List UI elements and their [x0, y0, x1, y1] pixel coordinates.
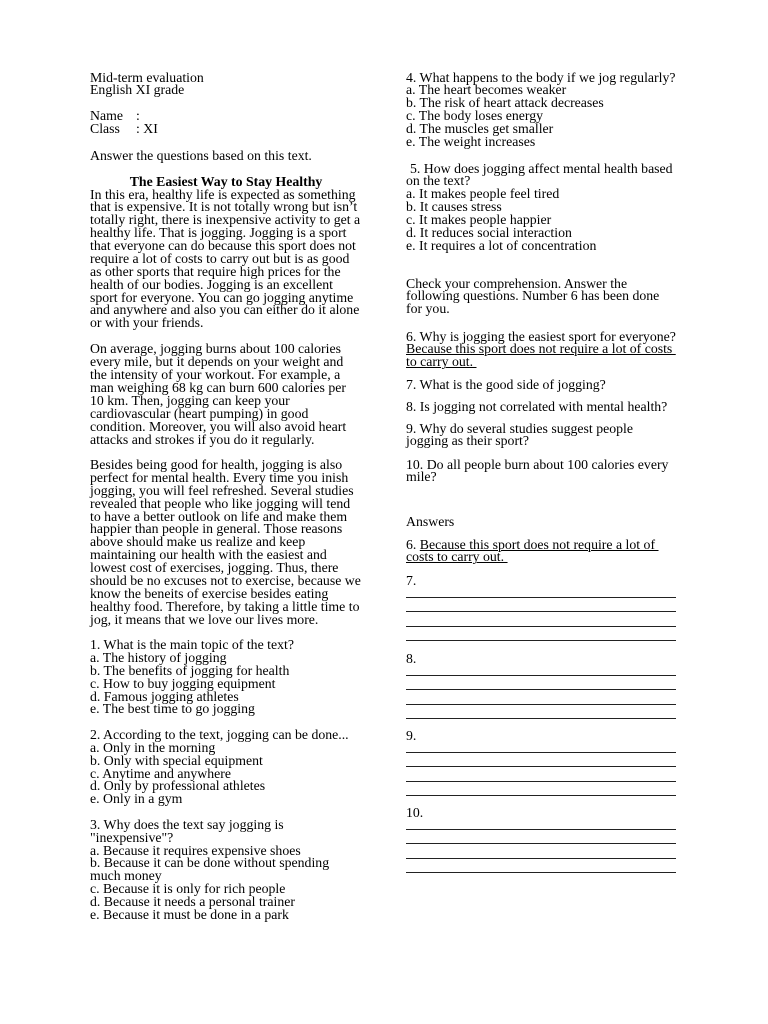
reading-line: every mile, but it depends on your weight and	[90, 354, 344, 370]
reading-line: In this era, healthy life is expected as something	[90, 186, 356, 202]
question-4-option-c: c. The body loses energy	[406, 108, 544, 124]
question-4-option-e: e. The weight increases	[406, 133, 536, 149]
class-row	[90, 123, 366, 136]
reading-line: the intensity of your workout. For example, a	[90, 367, 341, 383]
question-4-option-d: d. The muscles get smaller	[406, 121, 554, 137]
question-3-option-c: c. Because it is only for rich people	[90, 881, 286, 897]
reading-line: and anywhere and also you can either do it alone	[90, 302, 360, 318]
name-colon: :	[136, 108, 140, 124]
question-6-example-answer-line: to carry out.	[406, 354, 477, 370]
question-3-option-d: d. Because it needs a personal trainer	[90, 894, 295, 910]
answer-8-blank-line	[406, 689, 676, 690]
question-1-option-b: b. The benefits of jogging for health	[90, 662, 290, 678]
reading-line: attacks and strokes if you do it regularly.	[90, 431, 315, 447]
question-3-option-e: e. Because it must be done in a park	[90, 906, 289, 922]
answer-10-number: 10.	[406, 804, 424, 820]
question-1-option-e: e. The best time to go jogging	[90, 701, 255, 717]
question-1-option-c: c. How to buy jogging equipment	[90, 675, 276, 691]
reading-line: or with your friends.	[90, 315, 204, 331]
exam-header	[90, 69, 366, 98]
answer-9-blank-line	[406, 766, 676, 767]
question-2-option-d: d. Only by professional athletes	[90, 778, 266, 794]
reading-line: to have a better outlook on life and make them	[90, 508, 348, 524]
name-row	[90, 110, 366, 123]
question-2-option-e: e. Only in a gym	[90, 791, 183, 807]
answer-10-blank-line	[406, 872, 676, 873]
question-1-option-a: a. The history of jogging	[90, 649, 227, 665]
answer-7-blank-line	[406, 611, 676, 612]
reading-line: health of our bodies. Jogging is an excellent	[90, 276, 333, 292]
answer-10-blank-line	[406, 858, 676, 859]
reading-line: maintaining our health with the easiest and	[90, 547, 327, 563]
answer-9-blank-line	[406, 795, 676, 796]
answer-8-blank-line	[406, 718, 676, 719]
question-2	[90, 726, 366, 807]
answer-9-number: 9.	[406, 727, 417, 743]
question-9-text: 9. Why do several studies suggest people jogging as their sport?	[406, 420, 633, 449]
question-5-option-d: d. It reduces social interaction	[406, 224, 572, 240]
question-2-option-b: b. Only with special equipment	[90, 752, 263, 768]
reading-line: lowest cost of exercises, jogging. Thus, there	[90, 560, 339, 575]
reading-line: require a lot of costs to carry out but is as good	[90, 250, 350, 266]
class-colon: :	[136, 121, 140, 137]
comprehension-instruction: Check your comprehension. Answer the following questions. Number 6 has been done for you.	[406, 275, 660, 317]
answer-8-blank-line	[406, 675, 676, 676]
answer-7-blank-line	[406, 597, 676, 598]
class-label: Class	[90, 121, 120, 137]
reading-line: 10 km. Then, jogging can keep your	[90, 392, 290, 408]
question-5-option-c: c. It makes people happier	[406, 212, 552, 228]
answer-7-blank-line	[406, 626, 676, 627]
reading-line: On average, jogging burns about 100 calories	[90, 341, 341, 357]
answer-7-blank-line	[406, 640, 676, 641]
reading-paragraph-3	[90, 459, 366, 626]
reading-line: revealed that people who like jogging will tend	[90, 495, 351, 511]
question-2-option-c: c. Anytime and anywhere	[90, 765, 231, 781]
reading-line: sport for everyone. You can go jogging anytime	[90, 289, 354, 305]
question-10-text: 10. Do all people burn about 100 calories every mile?	[406, 456, 669, 485]
reading-line: condition. Moreover, you will also avoid heart	[90, 418, 347, 434]
question-5-option-e: e. It requires a lot of concentration	[406, 237, 597, 253]
reading-line: that everyone can do because this sport does not	[90, 238, 356, 254]
answer-6-number: 6.	[406, 536, 417, 552]
reading-line: jogging, you will feel refreshed. Several studies	[90, 482, 354, 498]
answer-6-line: costs to carry out.	[406, 549, 508, 565]
question-4-text: 4. What happens to the body if we jog regularly?	[406, 69, 676, 85]
question-4-option-b: b. The risk of heart attack decreases	[406, 95, 604, 111]
answers-heading: Answers	[406, 513, 455, 529]
reading-paragraph-1	[90, 186, 366, 331]
question-5-option-b: b. It causes stress	[406, 199, 502, 215]
answer-7-number: 7.	[406, 572, 417, 588]
question-3-text: 3. Why does the text say jogging is "inexpensive"?	[90, 816, 284, 845]
question-5-option-a: a. It makes people feel tired	[406, 186, 560, 202]
reading-line: jog, it means that we love our lives more.	[90, 611, 319, 627]
answer-8-blank-line	[406, 704, 676, 705]
student-info	[90, 110, 366, 136]
reading-line: know the beneits of exercise besides eating	[90, 585, 329, 601]
reading-line: as other sports that require high prices for the	[90, 263, 341, 279]
answer-10-blank-line	[406, 843, 676, 844]
question-6-text: 6. Why is jogging the easiest sport for everyone?	[406, 328, 676, 344]
comprehension-question-6	[406, 328, 680, 370]
reading-line: perfect for mental health. Every time you inish	[90, 469, 349, 485]
question-5-text: 5. How does jogging affect mental health based on the text?	[406, 160, 673, 189]
answer-10-blank-line	[406, 829, 676, 830]
question-1	[90, 639, 366, 716]
question-3-option-b: b. Because it can be done without spending much money	[90, 855, 330, 884]
question-2-text: 2. According to the text, jogging can be done...	[90, 726, 349, 742]
subject-grade: English XI grade	[90, 82, 185, 98]
question-4-option-a: a. The heart becomes weaker	[406, 82, 567, 98]
question-1-text: 1. What is the main topic of the text?	[90, 637, 294, 652]
reading-line: happier than people in general. Those reasons	[90, 521, 343, 537]
answer-9-blank-line	[406, 752, 676, 753]
class-value: XI	[143, 121, 158, 137]
question-2-option-a: a. Only in the morning	[90, 739, 216, 755]
question-3	[90, 816, 366, 922]
name-label: Name	[90, 108, 123, 124]
question-6-example-answer-line: Because this sport does not require a lot of costs	[406, 341, 676, 357]
reading-instruction: Answer the questions based on this text.	[90, 148, 312, 163]
question-3-option-a: a. Because it requires expensive shoes	[90, 842, 301, 858]
reading-line: that is expensive. It is not totally wrong but isn’t	[90, 199, 358, 215]
question-8-text: 8. Is jogging not correlated with mental health?	[406, 398, 668, 414]
reading-line: man weighing 68 kg can burn 600 calories per	[90, 380, 346, 396]
reading-line: should be no excuses not to exercise, because we	[90, 572, 361, 588]
answer-9-blank-line	[406, 781, 676, 782]
reading-title: The Easiest Way to Stay Healthy	[129, 174, 323, 189]
reading-line: totally right, there is inexpensive activity to get a	[90, 212, 361, 228]
answer-6	[406, 536, 680, 565]
reading-line: healthy life. That is jogging. Jogging is a sport	[90, 225, 347, 241]
answer-6-line: Because this sport does not require a lot of	[419, 536, 659, 552]
reading-line: healthy food. Therefore, by taking a little time to	[90, 598, 360, 614]
question-5	[406, 160, 680, 253]
reading-paragraph-2	[90, 343, 366, 446]
exam-title: Mid-term evaluation	[90, 69, 204, 85]
question-7-text: 7. What is the good side of jogging?	[406, 376, 606, 392]
question-1-option-d: d. Famous jogging athletes	[90, 688, 239, 704]
reading-line: cardiovascular (heart pumping) in good	[90, 405, 309, 421]
question-4	[406, 69, 680, 149]
reading-line: Besides being good for health, jogging is also	[90, 457, 343, 472]
answer-8-number: 8.	[406, 650, 417, 666]
reading-line: above should make us realize and keep	[90, 534, 306, 550]
